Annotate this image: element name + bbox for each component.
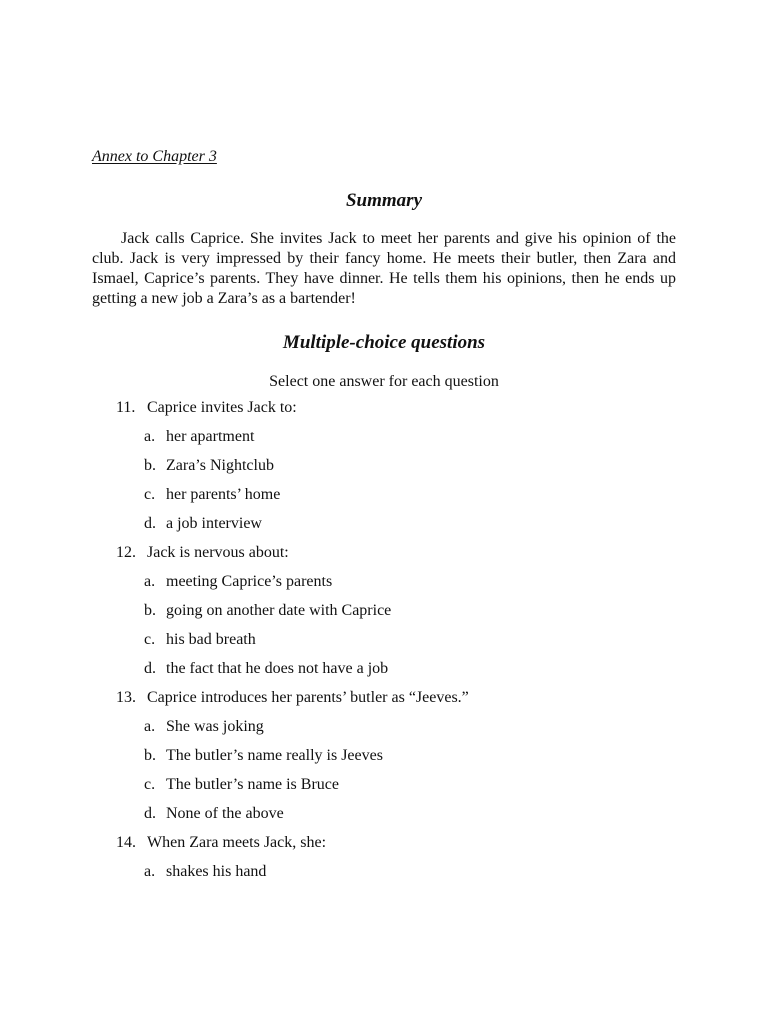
summary-paragraph: Jack calls Caprice. She invites Jack to meet her parents and give his opinion of the club. Jack is very impressed by their fancy home. He meets their butler, then Zara and Ismael, Caprice’s parents. They have dinner. He tells them his opinions, then he ends up getting a new job a Zara’s as a bartender!	[92, 230, 676, 307]
option-list	[92, 857, 676, 886]
option-text: going on another date with Caprice	[166, 602, 392, 619]
answer-option	[92, 596, 676, 625]
option-letter: d.	[144, 515, 156, 532]
question-number: 12.	[116, 544, 136, 561]
option-text: None of the above	[166, 805, 284, 822]
question-text: When Zara meets Jack, she:	[147, 834, 327, 851]
option-text: a job interview	[166, 515, 262, 532]
option-list	[92, 422, 676, 538]
option-text: her apartment	[166, 428, 255, 445]
answer-option	[92, 625, 676, 654]
answer-option	[92, 451, 676, 480]
option-letter: d.	[144, 805, 156, 822]
question-item	[92, 393, 676, 538]
option-letter: b.	[144, 457, 156, 474]
option-text: his bad breath	[166, 631, 256, 648]
summary-heading: Summary	[345, 190, 423, 211]
option-letter: a.	[144, 718, 156, 735]
option-text: She was joking	[166, 718, 264, 735]
answer-option	[92, 480, 676, 509]
answer-option	[92, 509, 676, 538]
answer-option	[92, 741, 676, 770]
option-text: her parents’ home	[166, 486, 281, 503]
option-text: the fact that he does not have a job	[166, 660, 389, 677]
option-letter: c.	[144, 631, 156, 648]
question-number: 11.	[116, 399, 136, 416]
answer-option	[92, 770, 676, 799]
question-text: Jack is nervous about:	[147, 544, 289, 561]
answer-option	[92, 654, 676, 683]
answer-option	[92, 567, 676, 596]
annex-title: Annex to Chapter 3	[92, 148, 217, 165]
question-number: 14.	[116, 834, 136, 851]
option-letter: a.	[144, 428, 156, 445]
question-number: 13.	[116, 689, 136, 706]
answer-option	[92, 857, 676, 886]
mcq-instructions: Select one answer for each question	[269, 373, 499, 390]
option-letter: a.	[144, 863, 156, 880]
question-item	[92, 683, 676, 828]
option-list	[92, 712, 676, 828]
option-text: shakes his hand	[166, 863, 267, 880]
question-list	[92, 393, 676, 886]
answer-option	[92, 712, 676, 741]
option-letter: b.	[144, 602, 156, 619]
question-text: Caprice introduces her parents’ butler as “Jeeves.”	[147, 689, 469, 706]
question-item	[92, 538, 676, 683]
answer-option	[92, 422, 676, 451]
option-text: Zara’s Nightclub	[166, 457, 274, 474]
option-text: The butler’s name is Bruce	[166, 776, 339, 793]
document-page	[92, 146, 676, 886]
option-text: The butler’s name really is Jeeves	[166, 747, 383, 764]
question-text: Caprice invites Jack to:	[147, 399, 297, 416]
option-letter: d.	[144, 660, 156, 677]
option-letter: b.	[144, 747, 156, 764]
option-letter: c.	[144, 776, 156, 793]
option-list	[92, 567, 676, 683]
option-letter: a.	[144, 573, 156, 590]
question-item	[92, 828, 676, 886]
answer-option	[92, 799, 676, 828]
option-letter: c.	[144, 486, 156, 503]
option-text: meeting Caprice’s parents	[166, 573, 333, 590]
mcq-heading: Multiple-choice questions	[282, 332, 486, 353]
